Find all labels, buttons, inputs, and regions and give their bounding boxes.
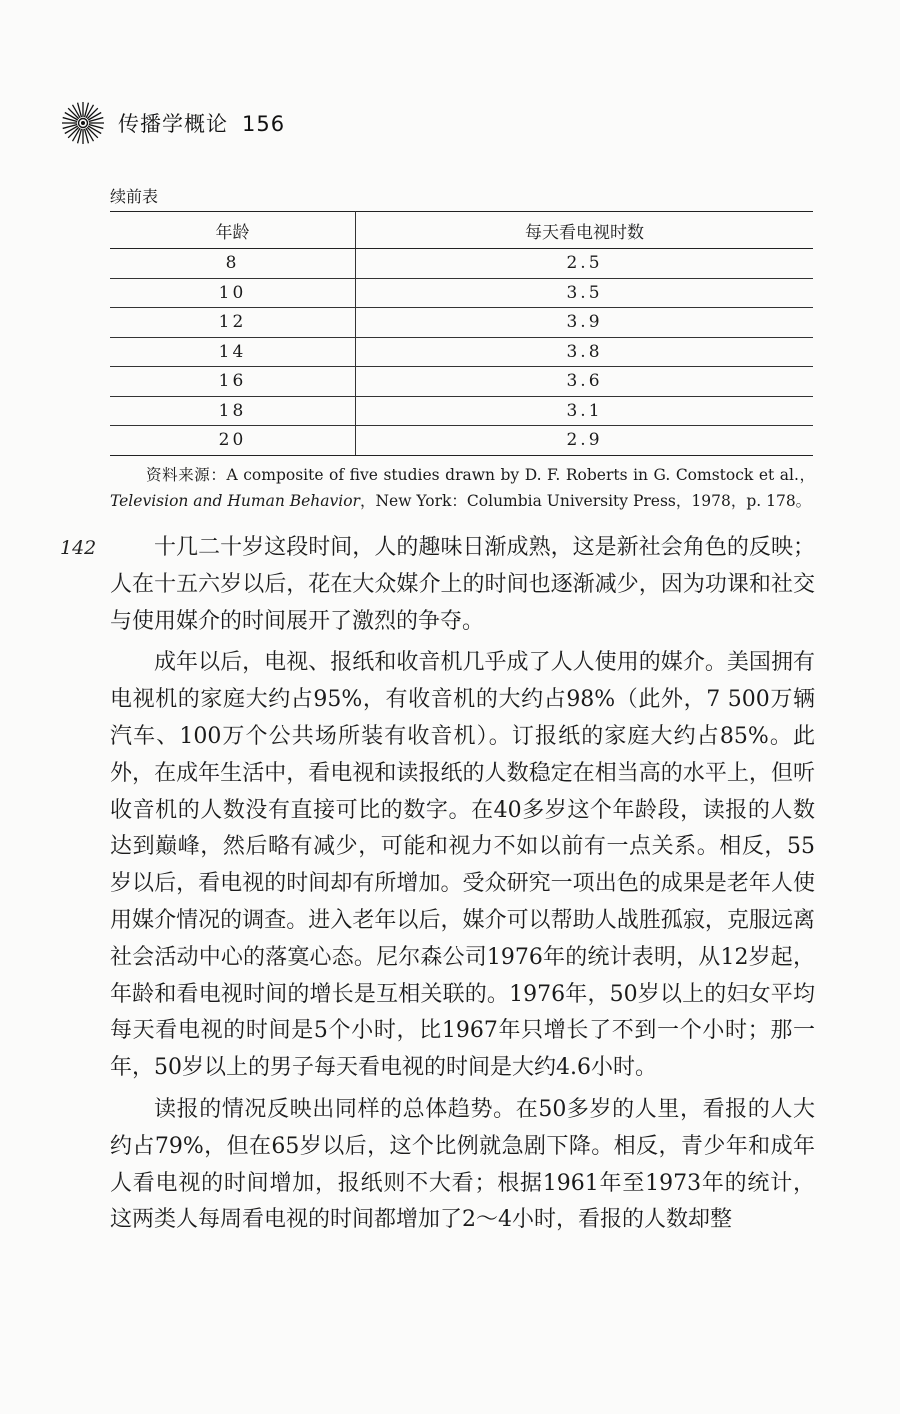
book-title xyxy=(118,108,285,138)
cell-hours: 3.5 xyxy=(356,278,814,308)
table-caption: 续前表 xyxy=(110,187,159,206)
table-row xyxy=(110,308,813,338)
column-header-age: 年龄 xyxy=(110,212,356,249)
cell-age: 16 xyxy=(110,367,356,397)
cell-hours: 2.9 xyxy=(356,426,814,456)
cell-age: 12 xyxy=(110,308,356,338)
original-page-marker: 142 xyxy=(60,537,97,559)
book-title-text: 传播学概论 xyxy=(118,112,228,136)
table-row xyxy=(110,367,813,397)
tv-hours-table xyxy=(110,211,813,456)
cell-age: 8 xyxy=(110,249,356,279)
table-header-row xyxy=(110,212,813,249)
column-header-hours: 每天看电视时数 xyxy=(356,212,814,249)
table-row xyxy=(110,396,813,426)
cell-hours: 3.1 xyxy=(356,396,814,426)
running-header xyxy=(60,100,285,146)
source-book-title: Television and Human Behavior xyxy=(110,492,360,510)
sunburst-ornament-icon xyxy=(60,100,106,146)
page-number: 156 xyxy=(242,112,286,136)
cell-age: 14 xyxy=(110,337,356,367)
table-row xyxy=(110,426,813,456)
source-suffix: ，New York：Columbia University Press，1978，p. 178。 xyxy=(359,492,812,510)
paragraph: 读报的情况反映出同样的总体趋势。在50多岁的人里，看报的人大约占79%，但在65岁以后，这个比例就急剧下降。相反，青少年和成年人看电视的时间增加，报纸则不大看；根据1961年至1973年的统计，这两类人每周看电视的时间都增加了2～4小时，看报的人数却整 xyxy=(110,1096,815,1233)
table-row xyxy=(110,249,813,279)
paragraph: 十几二十岁这段时间，人的趣味日渐成熟，这是新社会角色的反映；人在十五六岁以后，花在大众媒介上的时间也逐渐减少，因为功课和社交与使用媒介的时间展开了激烈的争夺。 xyxy=(110,535,815,634)
source-prefix: 资料来源：A composite of five studies drawn by D. F. Roberts in G. Comstock et al.， xyxy=(146,466,815,484)
cell-hours: 2.5 xyxy=(356,249,814,279)
body-text xyxy=(110,530,815,1244)
table-row xyxy=(110,337,813,367)
cell-age: 20 xyxy=(110,426,356,456)
table-row xyxy=(110,278,813,308)
cell-hours: 3.6 xyxy=(356,367,814,397)
cell-hours: 3.8 xyxy=(356,337,814,367)
cell-age: 10 xyxy=(110,278,356,308)
table-source-note xyxy=(110,462,815,514)
cell-age: 18 xyxy=(110,396,356,426)
cell-hours: 3.9 xyxy=(356,308,814,338)
paragraph: 成年以后，电视、报纸和收音机几乎成了人人使用的媒介。美国拥有电视机的家庭大约占95%，有收音机的大约占98%（此外，7 500万辆汽车、100万个公共场所装有收音机）。订报纸的家庭大约占85%。此外，在成年生活中，看电视和读报纸的人数稳定在相当高的水平上，但听收音机的人数没有直接可比的数字。在40多岁这个年龄段，读报的人数达到巅峰，然后略有减少，可能和视力不如以前有一点关系。相反，55岁以后，看电视的时间却有所增加。受众研究一项出色的成果是老年人使用媒介情况的调查。进入老年以后，媒介可以帮助人战胜孤寂，克服远离社会活动中心的落寞心态。尼尔森公司1976年的统计表明，从12岁起，年龄和看电视时间的增长是互相关联的。1976年，50岁以上的妇女平均每天看电视的时间是5个小时，比1967年只增长了不到一个小时；那一年，50岁以上的男子每天看电视的时间是大约4.6小时。 xyxy=(110,650,815,1081)
